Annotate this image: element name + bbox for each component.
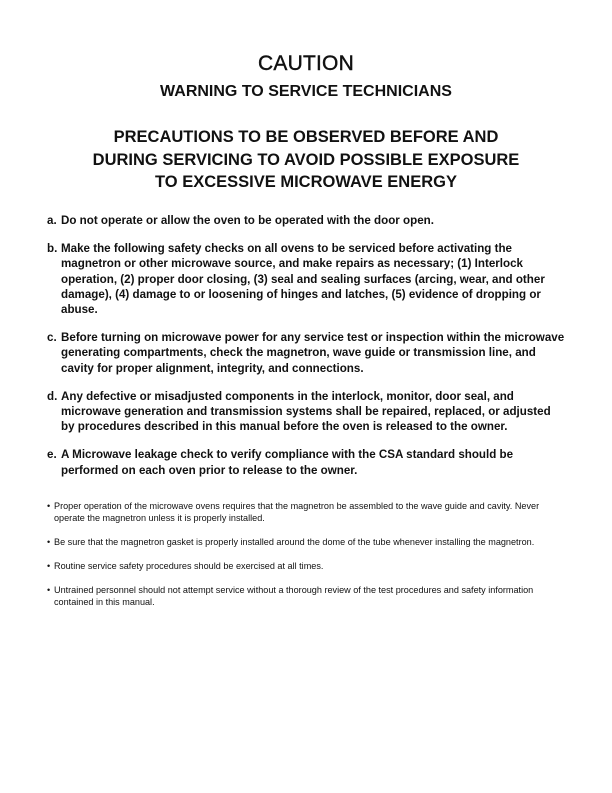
- item-marker: a.: [47, 214, 57, 227]
- safety-checks-list: [47, 213, 567, 491]
- item-text: Do not operate or allow the oven to be operated with the door open.: [61, 214, 434, 227]
- item-marker: d.: [47, 389, 58, 403]
- item-text: Make the following safety checks on all ovens to be serviced before activating the magnetron or other microwave source, and make repairs as necessary; (1) Interlock operation, (2) proper door closing, (3) seal and sealing surfaces (arcing, wear, and other damage), (4) damage to or loosening of hinges and latches, (5) evidence of dropping or abuse.: [61, 242, 545, 317]
- note-item: [47, 500, 572, 524]
- precautions-heading: [40, 126, 572, 194]
- list-item-c: [47, 330, 567, 376]
- item-text: A Microwave leakage check to verify compliance with the CSA standard should be performed on each oven prior to release to the owner.: [61, 448, 514, 477]
- list-item-b: [47, 241, 567, 317]
- item-text: Any defective or misadjusted components in the interlock, monitor, door seal, and microwave generation and transmission systems shall be repaired, replaced, or adjusted by procedures described in this manual before the oven is released to the owner.: [61, 389, 551, 434]
- caution-heading: CAUTION: [258, 52, 354, 75]
- list-item-a: [47, 213, 567, 228]
- note-text: Untrained personnel should not attempt service without a thorough review of the test procedures and safety information contained in this manual.: [54, 585, 534, 607]
- item-marker: e.: [47, 448, 57, 462]
- item-text: Before turning on microwave power for any service test or inspection within the microwave generating compartments, check the magnetron, wave guide or transmission line, and cavity for proper alignment, integrity, and connections.: [61, 331, 565, 375]
- note-item: [47, 536, 572, 548]
- notes-list: [47, 500, 572, 620]
- bullet-icon: •: [47, 561, 51, 571]
- precautions-line-3: TO EXCESSIVE MICROWAVE ENERGY: [155, 173, 457, 191]
- warning-heading: WARNING TO SERVICE TECHNICIANS: [160, 83, 452, 100]
- bullet-icon: •: [47, 537, 51, 547]
- item-marker: c.: [47, 331, 57, 345]
- precautions-line-2: DURING SERVICING TO AVOID POSSIBLE EXPOSURE: [92, 150, 520, 169]
- item-marker: b.: [47, 242, 58, 256]
- note-text: Proper operation of the microwave ovens requires that the magnetron be assembled to the wave guide and cavity. Never operate the magnetron unless it is properly installed.: [54, 501, 540, 523]
- precautions-line-1: PRECAUTIONS TO BE OBSERVED BEFORE AND: [113, 128, 499, 146]
- note-text: Be sure that the magnetron gasket is properly installed around the dome of the tube whenever installing the magnetron.: [54, 537, 535, 547]
- bullet-icon: •: [47, 585, 51, 595]
- note-text: Routine service safety procedures should be exercised at all times.: [54, 561, 324, 571]
- note-item: [47, 584, 572, 608]
- note-item: [47, 560, 572, 572]
- bullet-icon: •: [47, 501, 51, 511]
- list-item-d: [47, 389, 567, 435]
- list-item-e: [47, 447, 567, 477]
